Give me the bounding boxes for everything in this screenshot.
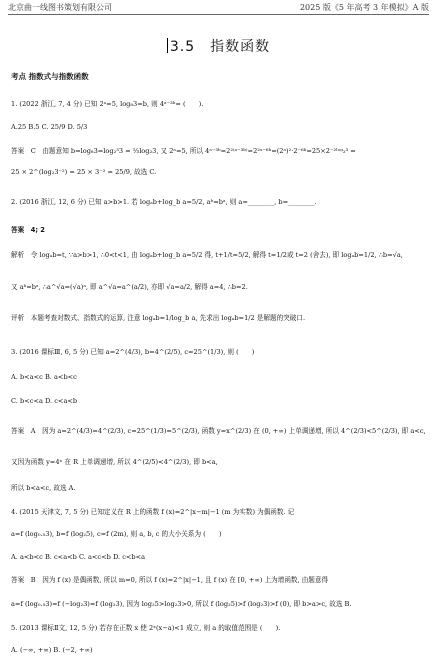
chapter-title	[0, 36, 437, 56]
problem-3-options-ab: A. b<a<c B. a<b<c	[11, 373, 77, 381]
problem-4-answer-cont: a=f (log₀.₅3)=f (−log₂3)=f (log₂3), 因为 log₂5>log₂3>0, 所以 f (log₂5)>f (log₂3)>f (0), 即 b>a>c, 故选 B.	[11, 600, 352, 608]
problem-1-options: A.25 B.5 C. 25/9 D. 5/3	[11, 123, 88, 131]
book-edition: 2025 版《5 年高考 3 年模拟》A 版	[299, 3, 429, 12]
problem-5-stem: 5. (2013 课标Ⅱ文, 12, 5 分) 若存在正数 x 使 2ˣ(x−a)<1 成立, 则 a 的取值范围是 ( ).	[11, 624, 281, 632]
problem-1-stem: 1. (2022 浙江, 7, 4 分) 已知 2ᵃ=5, log₈3=b, 则 4ᵃ⁻³ᵇ= ( ).	[11, 100, 204, 108]
problem-4-stem-cont: a=f (log₀.₅3), b=f (log₂5), c=f (2m), 则 a, b, c 的大小关系为 ( )	[11, 530, 222, 538]
problem-3-stem: 3. (2016 课标Ⅲ, 6, 5 分) 已知 a=2^(4/3), b=4^(2/5), c=25^(1/3), 则 ( )	[11, 348, 255, 356]
problem-2-solution: 解析 令 logₐb=t, ∵a>b>1, ∴0<t<1, 由 logₐb+log_b a=5/2 得, t+1/t=5/2, 解得 t=1/2或 t=2 (舍去), 即 logₐb=1/2, ∴b=√a,	[11, 251, 403, 259]
publisher-name: 北京曲一线图书策划有限公司	[8, 3, 112, 12]
problem-3-answer-end: 所以 b<a<c, 故选 A.	[11, 484, 76, 492]
page-header	[8, 2, 429, 15]
problem-3-answer-cont: 又因为函数 y=4ˣ 在 R 上单调递增, 所以 4^(2/5)<4^(2/3), 即 b<a,	[11, 458, 218, 466]
problem-4-stem: 4. (2015 天津文, 7, 5 分) 已知定义在 R 上的函数 f (x)=2^|x−m|−1 (m 为实数) 为偶函数. 记	[11, 508, 295, 516]
problem-5-options: A. (−∞, +∞) B. (−2, +∞)	[11, 646, 93, 654]
problem-1-answer: 答案 C 由题意知 b=log₈3=log₂³3 = ⅓log₂3, 又 2ᵃ=5, 所以 4ᵃ⁻³ᵇ=2²⁽ᵃ⁻³ᵇ⁾=2²ᵃ⁻⁶ᵇ=(2ᵃ)²·2⁻⁶ᵇ=25×2⁻²ˡᵒᵍ₂³ =	[11, 147, 356, 155]
section-heading: 考点 指数式与指数函数	[11, 72, 89, 81]
problem-2-comment: 评析 本题考查对数式、指数式的运算, 注意 logₐb=1/log_b a, 先求出 logₐb=1/2 是解题的突破口.	[11, 314, 306, 322]
problem-2-answer: 答案 4; 2	[11, 226, 45, 234]
problem-3-answer: 答案 A 因为 a=2^(4/3)=4^(2/3), c=25^(1/3)=5^(2/3), 函数 y=x^(2/3) 在 (0, +∞) 上单调递增, 所以 4^(2/3)<5^(2/3), 即 a<c,	[11, 427, 426, 435]
problem-2-stem: 2. (2016 浙江, 12, 6 分) 已知 a>b>1. 若 logₐb+log_b a=5/2, aᵇ=bᵃ, 则 a=________, b=________.	[11, 198, 317, 206]
problem-4-options: A. a<b<c B. c<a<b C. a<c<b D. c<b<a	[11, 553, 146, 561]
problem-2-solution-cont: 又 aᵇ=bᵃ, ∴a^√a=(√a)ᵃ, 即 a^√a=a^(a/2), 亦即 √a=a/2, 解得 a=4, ∴b=2.	[11, 283, 248, 291]
problem-4-answer: 答案 B 因为 f (x) 是偶函数, 所以 m=0, 所以 f (x)=2^|x|−1, 且 f (x) 在 [0, +∞) 上为增函数, 由题意得	[11, 576, 329, 584]
chapter-title-text: 3.5 指数函数	[169, 39, 271, 55]
problem-1-answer-cont: 25 × 2^(log₂3⁻²) = 25 × 3⁻² = 25/9, 故选 C.	[11, 168, 157, 176]
text-cursor	[167, 38, 168, 53]
problem-3-options-cd: C. b<c<a D. c<a<b	[11, 397, 78, 405]
